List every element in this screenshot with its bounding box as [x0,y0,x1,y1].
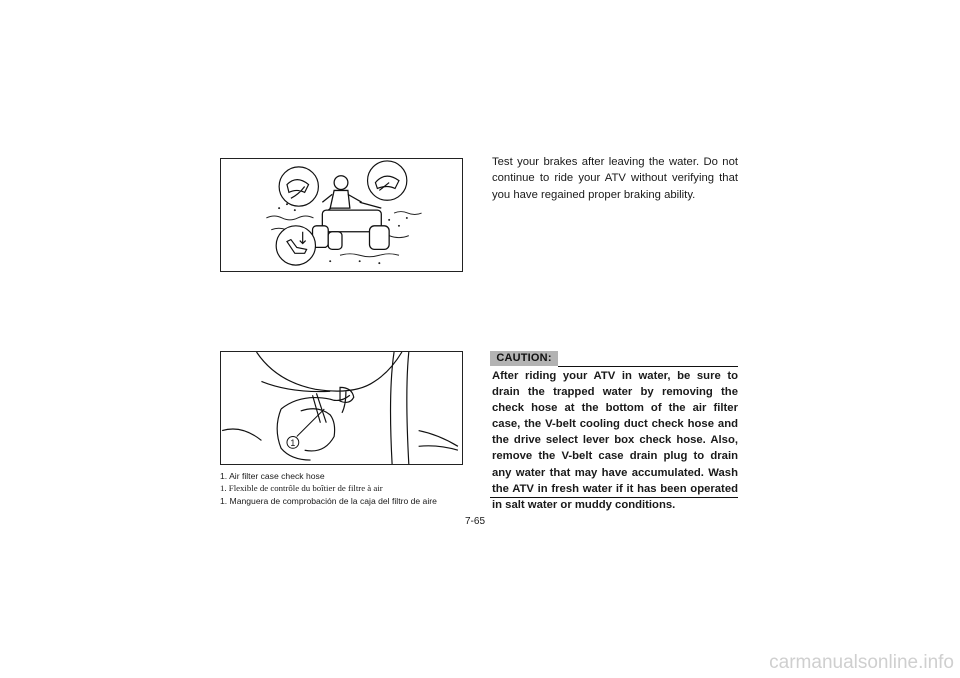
page-number: 7-65 [465,516,486,527]
atv-water-figure [220,158,463,272]
caution-top-rule [558,366,738,367]
watermark: carmanualsonline.info [769,652,954,673]
atv-water-crossing-illustration [221,159,462,271]
callout-number: 1 [290,437,296,448]
brake-test-paragraph: Test your brakes after leaving the water. Do not continue to ride your ATV without verifying that you have regained proper braking ability. [492,156,738,201]
caution-header [490,351,738,367]
caution-text: After riding your ATV in water, be sure to drain the trapped water by removing the check hose at the bottom of the air filter case, the V-belt cooling duct check hose and the drive select lever box check hose. Also, remove the V-belt case drain plug to drain any water that may have accumulated. Wash the ATV in fresh water if it has been operated in salt water or muddy conditions. [492,370,738,511]
air-filter-hose-figure [220,351,463,465]
air-filter-case-hose-illustration [221,352,462,464]
caution-label: CAUTION: [490,351,558,366]
caption-french: 1. Flexible de contrôle du boîtier de filtre à air [220,483,383,494]
figure-captions [220,470,480,507]
caption-english: 1. Air filter case check hose [220,471,325,481]
caution-bottom-rule [490,497,738,498]
caption-spanish: 1. Manguera de comprobación de la caja del filtro de aire [220,495,437,506]
